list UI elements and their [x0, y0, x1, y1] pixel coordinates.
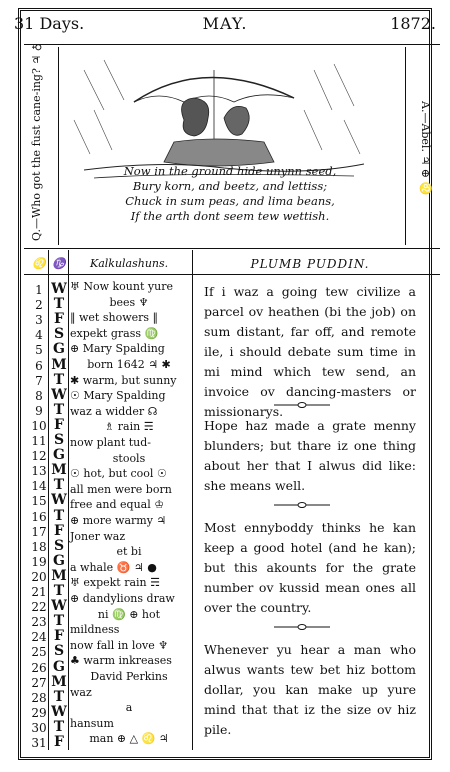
- day-of-week: S: [53, 432, 65, 448]
- day-number: 1: [35, 283, 43, 297]
- kalkulashun-line: ‖ wet showers ‖: [70, 311, 159, 325]
- kalkulashun-line: expekt grass ♍: [70, 326, 159, 340]
- article-paragraph: Most ennyboddy thinks he kan keep a good hotel (and he kan); but this akounts for the grate number ov kussid mean ones all over the country.: [204, 520, 416, 615]
- kalkulashun-line: bees ♆: [109, 295, 149, 309]
- kalkulashun-line: stools: [112, 451, 146, 465]
- day-of-week: M: [51, 673, 67, 690]
- days-count: 31 Days.: [14, 14, 85, 33]
- day-number: 23: [31, 615, 47, 630]
- day-number: 27: [31, 675, 47, 690]
- verse-line: If the arth dont seem tew wettish.: [130, 209, 330, 223]
- day-number: 11: [31, 434, 47, 448]
- day-of-week: T: [53, 296, 65, 313]
- day-number: 29: [31, 705, 47, 720]
- ornament-divider: [272, 622, 332, 632]
- kalkulashun-line: ☉ hot, but cool ☉: [70, 467, 167, 481]
- day-of-week: G: [53, 658, 65, 675]
- day-number: 13: [31, 464, 47, 479]
- day-of-week: T: [53, 583, 65, 599]
- day-of-week: G: [53, 552, 65, 569]
- ornament-divider: [272, 500, 332, 510]
- kalkulashun-line: et bi: [116, 545, 142, 559]
- verse-line: Now in the ground hide unynn seed,: [123, 164, 337, 178]
- kalkulashun-line: now fall in love ♆: [70, 638, 169, 652]
- kalkulashun-line: free and equal ♔: [70, 498, 165, 512]
- top-section-rule: [24, 248, 440, 249]
- verse-line: Chuck in sum peas, and lima beans,: [125, 194, 335, 208]
- day-number: 30: [31, 720, 47, 735]
- day-number: 12: [31, 449, 47, 464]
- kalkulashun-line: ⊕ Mary Spalding: [70, 342, 165, 356]
- day-of-week: W: [51, 598, 67, 615]
- kalkulashun-line: ☉ Mary Spalding: [70, 389, 166, 403]
- day-of-week: M: [51, 356, 67, 373]
- day-number: 16: [31, 509, 47, 524]
- verse-line: Bury korn, and beetz, and lettiss;: [132, 179, 328, 193]
- kalkulashun-line: ♗ rain ☴: [104, 420, 154, 434]
- article-paragraph: If i waz a going tew civilize a parcel ov heathen (bi the job) on sum distant, far off, and remote ile, i should debate sum time in mi mind which tew send, an invoice ov dancing-masters or missionarys.: [204, 284, 416, 419]
- page-header: [12, 14, 438, 36]
- kalkulashun-line: all men were born: [70, 482, 172, 496]
- dow-column-head: ♑: [52, 257, 66, 270]
- day-of-week: W: [51, 386, 67, 403]
- day-of-week: F: [54, 522, 64, 539]
- kalkulashun-line: waz: [70, 685, 92, 699]
- kalkulashun-line: ⊕ dandylions draw: [70, 592, 175, 605]
- day-of-week: G: [53, 447, 65, 464]
- day-of-week: T: [53, 688, 65, 705]
- kalkulashun-line: man ⊕ △ ♌ ♃: [89, 732, 169, 746]
- column-divider: [68, 250, 69, 750]
- day-of-week: W: [51, 281, 67, 297]
- kalkulashun-line: hansum: [70, 716, 114, 730]
- day-of-week: F: [54, 416, 64, 433]
- article-paragraph: Hope haz made a grate menny blunders; but thare iz one thing about her that I alwus did like: she means well.: [204, 418, 416, 493]
- day-number: 3: [35, 313, 43, 328]
- kalkulashun-line: ♅ Now kount yure: [70, 280, 173, 293]
- verse: [70, 164, 390, 224]
- header-rule: [24, 44, 440, 45]
- day-of-week: S: [53, 326, 65, 343]
- day-of-week: T: [53, 507, 65, 524]
- side-answer: A.—Abel. ♃ ⊕ ♌: [419, 101, 432, 196]
- article-title: PLUMB PUDDIN.: [250, 257, 370, 271]
- kalkulashun-line: waz a widder ☊: [70, 404, 158, 418]
- day-of-week: G: [53, 341, 65, 358]
- left-side-box: [24, 43, 59, 245]
- day-of-week: S: [53, 537, 65, 554]
- kalkulashun-line: born 1642 ♃ ✱: [87, 358, 171, 371]
- day-number: 20: [31, 569, 47, 584]
- day-of-week: F: [54, 628, 64, 645]
- kalkulashun-line: a: [125, 701, 133, 715]
- day-of-week: T: [53, 477, 65, 494]
- day-of-week: F: [54, 311, 64, 328]
- day-number: 9: [35, 403, 43, 418]
- day-number: 15: [31, 494, 47, 509]
- day-number: 26: [31, 660, 47, 675]
- day-of-week: S: [53, 643, 65, 660]
- kalkulashun-line: now plant tud-: [70, 436, 152, 449]
- day-of-week: W: [51, 703, 67, 720]
- day-number: 14: [31, 479, 47, 494]
- day-number: 19: [31, 554, 47, 569]
- day-of-week: T: [53, 613, 65, 630]
- day-number: 28: [31, 690, 47, 705]
- day-number: 22: [31, 600, 47, 615]
- column-divider: [192, 250, 193, 750]
- kalkulashuns-head: Kalkulashuns.: [90, 257, 169, 270]
- day-of-week: M: [51, 567, 67, 584]
- day-number: 7: [35, 373, 43, 388]
- day-number: 6: [35, 358, 43, 373]
- month-title: MAY.: [202, 14, 248, 33]
- column-divider: [48, 250, 49, 750]
- day-number: 5: [35, 343, 43, 358]
- kalkulashun-line: Joner waz: [70, 529, 126, 543]
- right-side-box: [405, 47, 440, 245]
- day-number: 17: [31, 524, 47, 539]
- kalkulashun-line: ⊕ more warmy ♃: [70, 514, 167, 527]
- day-number: 4: [35, 328, 43, 343]
- kalkulashun-line: mildness: [70, 623, 120, 637]
- day-number: 2: [35, 298, 43, 313]
- day-of-week: T: [53, 401, 65, 418]
- day-number: 18: [31, 539, 47, 554]
- side-question: Q.—Who got the fust cane-ing? ♃ ♁: [30, 43, 43, 241]
- day-of-week: T: [53, 371, 65, 388]
- day-number: 10: [31, 418, 47, 433]
- kalkulashun-line: a whale ♉ ♃ ●: [70, 560, 157, 574]
- day-number: 31: [31, 736, 47, 750]
- kalkulashun-line: ♅ expekt rain ☴: [70, 576, 160, 590]
- year: 1872.: [390, 14, 436, 33]
- kalkulashun-line: ✱ warm, but sunny: [70, 373, 177, 387]
- kalkulashun-line: ♣ warm inkreases: [70, 654, 172, 668]
- day-number: 24: [31, 630, 47, 645]
- day-of-week: F: [54, 734, 64, 750]
- kalkulashun-line: ni ♍ ⊕ hot: [97, 607, 161, 621]
- day-of-week: W: [51, 492, 67, 509]
- article-paragraph: Whenever yu hear a man who alwus wants tew bet hiz bottom dollar, you kan make up yure mind that that iz the size ov hiz pile.: [204, 642, 416, 737]
- kalkulashun-line: David Perkins: [90, 670, 168, 683]
- day-column-head: ♌: [32, 257, 46, 270]
- day-number: 8: [35, 388, 43, 403]
- day-of-week: T: [53, 718, 65, 735]
- day-number: 25: [31, 645, 47, 660]
- ornament-divider: [272, 400, 332, 410]
- column-head-rule: [24, 274, 440, 275]
- day-number: 21: [31, 585, 47, 599]
- day-of-week: M: [51, 462, 67, 479]
